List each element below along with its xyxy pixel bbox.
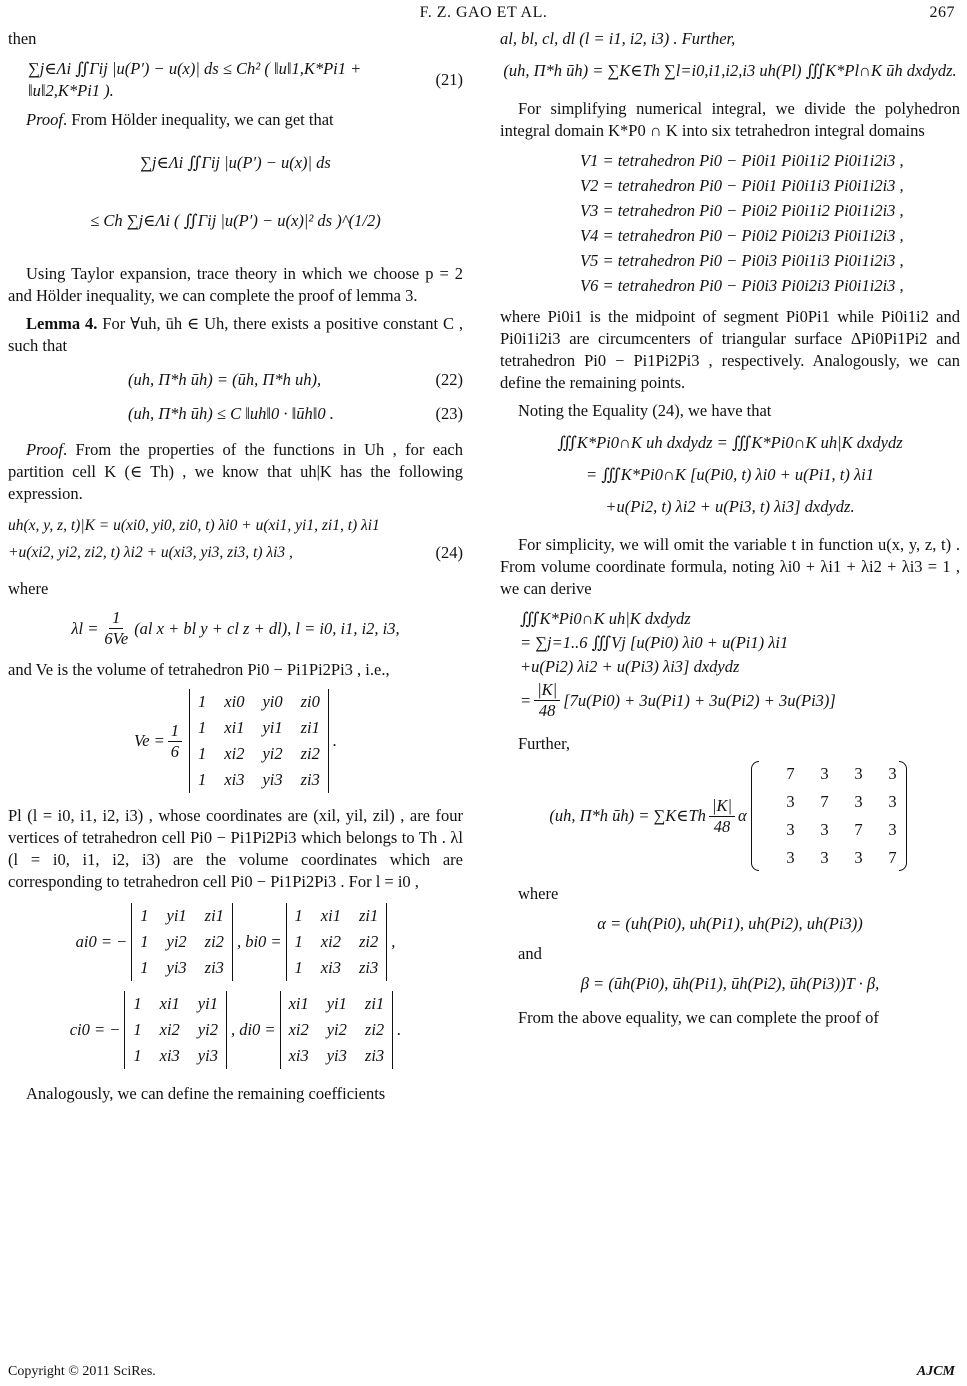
final-paragraph: From the above equality, we can complete the proof of <box>518 1008 879 1027</box>
d-determinant-cell: xi1 <box>288 994 309 1013</box>
matrix-cell: 3 <box>786 848 795 867</box>
derivation-line-4-rhs: [7u(Pi0) + 3u(Pi1) + 3u(Pi2) + 3u(Pi3)] <box>563 690 836 710</box>
proof-label: Proof <box>26 110 63 129</box>
noting-text: Noting the Equality (24), we have that <box>518 401 772 420</box>
derivation-line-3-text: +u(Pi2) λi2 + u(Pi3) λi3] dxdydz <box>520 657 740 676</box>
coefficients-c-d <box>8 991 463 1069</box>
d-determinant-cell: xi2 <box>288 1020 309 1039</box>
beta-equation-text: β = (ūh(Pi0), ūh(Pi1), ūh(Pi2), ūh(Pi3))T · β, <box>580 974 880 993</box>
equation-22-number: (22) <box>435 370 463 389</box>
b-determinant-cell: 1 <box>294 906 303 925</box>
matrix-cell: 3 <box>786 820 795 839</box>
volume-determinant-cell: xi2 <box>224 744 245 763</box>
coefficient-line: al, bl, cl, dl (l = i1, i2, i3) . Further, <box>500 29 736 48</box>
equation-21-body: ∑j∈Λi ∬Γij |u(P′) − u(x)| ds ≤ Ch² ( ‖u‖1,K*Pi1 + ‖u‖2,K*Pi1 ). <box>28 59 362 100</box>
volume-determinant-cell: 1 <box>198 744 207 763</box>
c-determinant-cell: xi2 <box>159 1020 180 1039</box>
a-determinant-cell: 1 <box>140 958 149 977</box>
derivation-fraction <box>534 680 560 721</box>
matrix-cell: 3 <box>786 792 795 811</box>
coefficients-a-b <box>8 903 463 981</box>
integral-block <box>500 430 960 520</box>
integral-line-3 <box>500 494 960 520</box>
d-determinant-cell: yi2 <box>326 1020 347 1039</box>
c-determinant-cell: yi3 <box>197 1046 218 1065</box>
volume-definition-text: and Ve is the volume of tetrahedron Pi0 − Pi1Pi2Pi3 , i.e., <box>8 660 390 679</box>
b-determinant-cell: 1 <box>294 932 303 951</box>
matrix-cell: 3 <box>888 764 897 783</box>
lambda-fraction-numerator: 1 <box>109 608 123 629</box>
inequality-line-2 <box>8 195 463 247</box>
b-determinant <box>286 903 388 981</box>
equation-24-row-1 <box>8 515 463 537</box>
lambda-fraction-denominator: 6Ve <box>104 629 129 648</box>
d-determinant-cell: yi1 <box>326 994 347 1013</box>
a-determinant-cell: 1 <box>140 906 149 925</box>
a-determinant-cell: zi2 <box>204 932 224 951</box>
integral-line-3-text: +u(Pi2, t) λi2 + u(Pi3, t) λi3] dxdydz. <box>605 497 855 516</box>
b-determinant-cell: zi2 <box>358 932 379 951</box>
c-determinant-cell: yi2 <box>197 1020 218 1039</box>
equation-24-number: (24) <box>435 543 463 562</box>
coefficient-matrix <box>751 761 907 871</box>
inequality-line-1-text: ∑j∈Λi ∬Γij |u(P′) − u(x)| ds <box>140 153 331 172</box>
derivation-line-4-lhs: = <box>520 690 532 710</box>
d-determinant <box>280 991 394 1069</box>
where-midpoint-paragraph: where Pi0i1 is the midpoint of segment Pi0Pi1 while Pi0i1i2 and Pi0i1i2i3 are circumcenters of triangular surface ΔPi0Pi1Pi2 and tetrahedron Pi0 − Pi1Pi2Pi3 , respectively. Analogously, we can define the remaining points. <box>500 307 960 392</box>
where-2-text: where <box>518 884 559 903</box>
further-equation-body: (uh, Π*h ūh) = ∑K∈Th ∑l=i0,i1,i2,i3 uh(Pl) ∭K*Pl∩K ūh dxdydz. <box>503 61 957 80</box>
volume-lhs: Ve = <box>133 731 165 750</box>
derivation-fraction-numerator: |K| <box>534 680 560 701</box>
lambda-lhs: λl = <box>71 618 99 638</box>
analogously-text: Analogously, we can define the remaining coefficients <box>26 1084 386 1103</box>
c-determinant-cell: xi3 <box>159 1046 180 1065</box>
equation-24-line-1: uh(x, y, z, t)|K = u(xi0, yi0, zi0, t) λi0 + u(xi1, yi1, zi1, t) λi1 <box>8 517 380 534</box>
alpha-equation-text: α = (uh(Pi0), uh(Pi1), uh(Pi2), uh(Pi3)) <box>597 914 863 933</box>
b-determinant-cell: zi3 <box>358 958 379 977</box>
matrix-lhs: (uh, Π*h ūh) = ∑K∈Th <box>549 806 706 825</box>
derivation-line-2 <box>520 632 960 654</box>
lemma-4-label: Lemma 4. <box>26 314 98 333</box>
equation-23-number: (23) <box>435 404 463 423</box>
volume-determinant-cell: 1 <box>198 692 207 711</box>
b-determinant-cell: xi1 <box>320 906 341 925</box>
equation-22-body: (uh, Π*h ūh) = (ūh, Π*h uh), <box>128 370 322 389</box>
matrix-equation <box>500 761 960 871</box>
c-determinant-cell: 1 <box>133 1020 142 1039</box>
volume-determinant-cell: zi0 <box>300 692 320 711</box>
beta-equation <box>500 971 960 997</box>
lambda-rhs: (al x + bl y + cl z + dl), l = i0, i1, i2, i3, <box>134 618 400 638</box>
b-determinant-cell: 1 <box>294 958 303 977</box>
equation-21 <box>8 56 463 104</box>
volume-determinant-cell: zi1 <box>300 718 320 737</box>
volume-determinant-cell: xi3 <box>224 770 245 789</box>
a-determinant-cell: 1 <box>140 932 149 951</box>
volume-determinant-cell: xi0 <box>224 692 245 711</box>
derivation-line-2-text: = ∑j=1..6 ∭Vj [u(Pi0) λi0 + u(Pi1) λi1 <box>520 633 789 652</box>
lambda-definition <box>8 608 463 649</box>
inequality-line-2-text: ≤ Ch ∑j∈Λi ( ∬Γij |u(P′) − u(x)|² ds )^(1/2) <box>90 211 381 230</box>
c-determinant-cell: xi1 <box>159 994 180 1013</box>
right-column <box>500 28 960 1035</box>
a-determinant-cell: zi3 <box>204 958 224 977</box>
further-text: Further, <box>518 734 571 753</box>
derivation-line-1 <box>520 608 960 630</box>
volume-determinant-cell: zi3 <box>300 770 320 789</box>
c-determinant <box>124 991 227 1069</box>
tetrahedron-domain-item: V6 = tetrahedron Pi0 − Pi0i3 Pi0i2i3 Pi0i1i2i3 , <box>580 276 904 295</box>
matrix-cell: 7 <box>888 848 897 867</box>
c-determinant-cell: 1 <box>133 1046 142 1065</box>
lemma-4-text: For ∀uh, ūh ∈ Uh, there exists a positive constant C , such that <box>8 314 463 355</box>
c-determinant-cell: yi1 <box>197 994 218 1013</box>
volume-determinant-cell: 1 <box>198 718 207 737</box>
matrix-fraction-numerator: |K| <box>709 796 735 817</box>
volume-determinant-cell: xi1 <box>224 718 245 737</box>
volume-determinant-cell: 1 <box>198 770 207 789</box>
matrix-cell: 3 <box>854 764 863 783</box>
matrix-alpha: α <box>737 806 747 825</box>
then-text: then <box>8 29 37 48</box>
and-2-text: and <box>518 944 542 963</box>
integral-line-1-text: ∭K*Pi0∩K uh dxdydz = ∭K*Pi0∩K uh|K dxdydz <box>557 433 903 452</box>
b-determinant-cell: zi1 <box>358 906 379 925</box>
volume-determinant-equation <box>8 689 463 793</box>
c-lhs: ci0 = − <box>69 1020 121 1039</box>
d-determinant-cell: yi3 <box>326 1046 347 1065</box>
matrix-fraction-denominator: 48 <box>713 816 731 836</box>
page-number: 267 <box>929 4 955 21</box>
matrix-cell: 3 <box>820 764 829 783</box>
volume-fraction-numerator: 1 <box>168 721 182 742</box>
d-determinant-cell: xi3 <box>288 1046 309 1065</box>
lambda-fraction <box>101 608 131 649</box>
b-lhs: , bi0 = <box>236 932 282 951</box>
proof-2-paragraph <box>8 439 463 505</box>
cd-end: . <box>397 1020 402 1039</box>
equation-23 <box>8 403 463 425</box>
derivation-block <box>520 608 960 721</box>
simplify-paragraph: For simplifying numerical integral, we divide the polyhedron integral domain K*P0 ∩ K into six tetrahedron integral domains <box>500 99 960 140</box>
volume-determinant <box>189 689 329 793</box>
integral-line-2 <box>500 462 960 488</box>
volume-determinant-cell: yi3 <box>262 770 283 789</box>
tetrahedron-domain-item: V4 = tetrahedron Pi0 − Pi0i2 Pi0i2i3 Pi0i1i2i3 , <box>580 226 904 245</box>
proof-intro-text: . From Hölder inequality, we can get that <box>62 110 334 129</box>
equation-24-row-2 <box>8 542 463 564</box>
a-determinant-cell: yi1 <box>166 906 187 925</box>
simplicity-paragraph: For simplicity, we will omit the variable t in function u(x, y, z, t) . From volume coordinate formula, noting λi0 + λi1 + λi2 + λi3 = 1 , we can derive <box>500 535 960 598</box>
equation-22 <box>8 369 463 391</box>
derivation-line-4 <box>520 680 960 721</box>
integral-line-2-text: = ∭K*Pi0∩K [u(Pi0, t) λi0 + u(Pi1, t) λi1 <box>586 465 874 484</box>
matrix-cell: 7 <box>820 792 829 811</box>
tetrahedron-domain-item: V2 = tetrahedron Pi0 − Pi0i1 Pi0i1i3 Pi0i1i2i3 , <box>580 176 904 195</box>
tetrahedron-domain-item: V5 = tetrahedron Pi0 − Pi0i3 Pi0i1i3 Pi0i1i2i3 , <box>580 251 904 270</box>
d-lhs: , di0 = <box>230 1020 276 1039</box>
running-header: F. Z. GAO ET AL. <box>419 4 548 21</box>
matrix-cell: 3 <box>888 820 897 839</box>
copyright-footer: Copyright © 2011 SciRes. <box>8 1364 156 1379</box>
matrix-cell: 3 <box>854 848 863 867</box>
inequality-line-1 <box>8 137 463 189</box>
derivation-line-1-text: ∭K*Pi0∩K uh|K dxdydz <box>520 609 691 628</box>
a-lhs: ai0 = − <box>75 932 128 951</box>
volume-fraction-denominator: 6 <box>170 741 180 761</box>
proof-2-text: . From the properties of the functions in Uh , for each partition cell K (∈ Th) , we know that uh|K has the following expression. <box>8 440 463 503</box>
tetrahedron-domain-item: V1 = tetrahedron Pi0 − Pi0i1 Pi0i1i2 Pi0i1i2i3 , <box>580 151 904 170</box>
d-determinant-cell: zi1 <box>364 994 385 1013</box>
matrix-cell: 7 <box>854 820 863 839</box>
integral-line-1 <box>500 430 960 456</box>
b-determinant-cell: xi3 <box>320 958 341 977</box>
a-determinant-cell: yi2 <box>166 932 187 951</box>
tetrahedron-domain-list <box>580 148 960 298</box>
tetrahedron-domain-item: V3 = tetrahedron Pi0 − Pi0i2 Pi0i1i2 Pi0i1i2i3 , <box>580 201 904 220</box>
matrix-cell: 3 <box>888 792 897 811</box>
a-determinant <box>131 903 233 981</box>
matrix-cell: 3 <box>854 792 863 811</box>
ab-end: , <box>391 932 396 951</box>
volume-fraction <box>168 721 182 762</box>
d-determinant-cell: zi3 <box>364 1046 385 1065</box>
alpha-equation <box>500 911 960 937</box>
a-determinant-cell: yi3 <box>166 958 187 977</box>
volume-determinant-cell: yi0 <box>262 692 283 711</box>
vertices-paragraph: Pl (l = i0, i1, i2, i3) , whose coordinates are (xil, yil, zil) , are four vertices of tetrahedron cell Pi0 − Pi1Pi2Pi3 which belongs to Th . λl (l = i0, i1, i2, i3) are the volume coordinates which are corresponding to tetrahedron cell Pi0 − Pi1Pi2Pi3 . For l = i0 , <box>8 806 463 891</box>
proof-2-label: Proof <box>26 440 63 459</box>
journal-footer: AJCM <box>916 1364 955 1379</box>
volume-end: . <box>332 731 338 750</box>
matrix-cell: 7 <box>786 764 795 783</box>
equation-23-body: (uh, Π*h ūh) ≤ C ‖uh‖0 · ‖ūh‖0 . <box>128 404 334 423</box>
equation-24 <box>8 515 463 564</box>
where-text: where <box>8 579 49 598</box>
c-determinant-cell: 1 <box>133 994 142 1013</box>
b-determinant-cell: xi2 <box>320 932 341 951</box>
proof-hoelder-paragraph <box>8 109 463 131</box>
volume-determinant-cell: yi1 <box>262 718 283 737</box>
derivation-fraction-denominator: 48 <box>538 701 556 720</box>
matrix-cell: 3 <box>820 848 829 867</box>
volume-determinant-cell: yi2 <box>262 744 283 763</box>
further-equation <box>500 58 960 84</box>
left-column <box>8 28 463 1111</box>
lemma-4-paragraph <box>8 313 463 357</box>
volume-determinant-cell: zi2 <box>300 744 320 763</box>
matrix-cell: 3 <box>820 820 829 839</box>
matrix-fraction <box>709 796 735 837</box>
d-determinant-cell: zi2 <box>364 1020 385 1039</box>
equation-24-line-2: +u(xi2, yi2, zi2, t) λi2 + u(xi3, yi3, zi3, t) λi3 , <box>8 544 293 561</box>
equation-21-number: (21) <box>435 70 463 89</box>
derivation-line-3 <box>520 656 960 678</box>
taylor-paragraph: Using Taylor expansion, trace theory in which we choose p = 2 and Hölder inequality, we can complete the proof of lemma 3. <box>8 264 463 305</box>
a-determinant-cell: zi1 <box>204 906 224 925</box>
